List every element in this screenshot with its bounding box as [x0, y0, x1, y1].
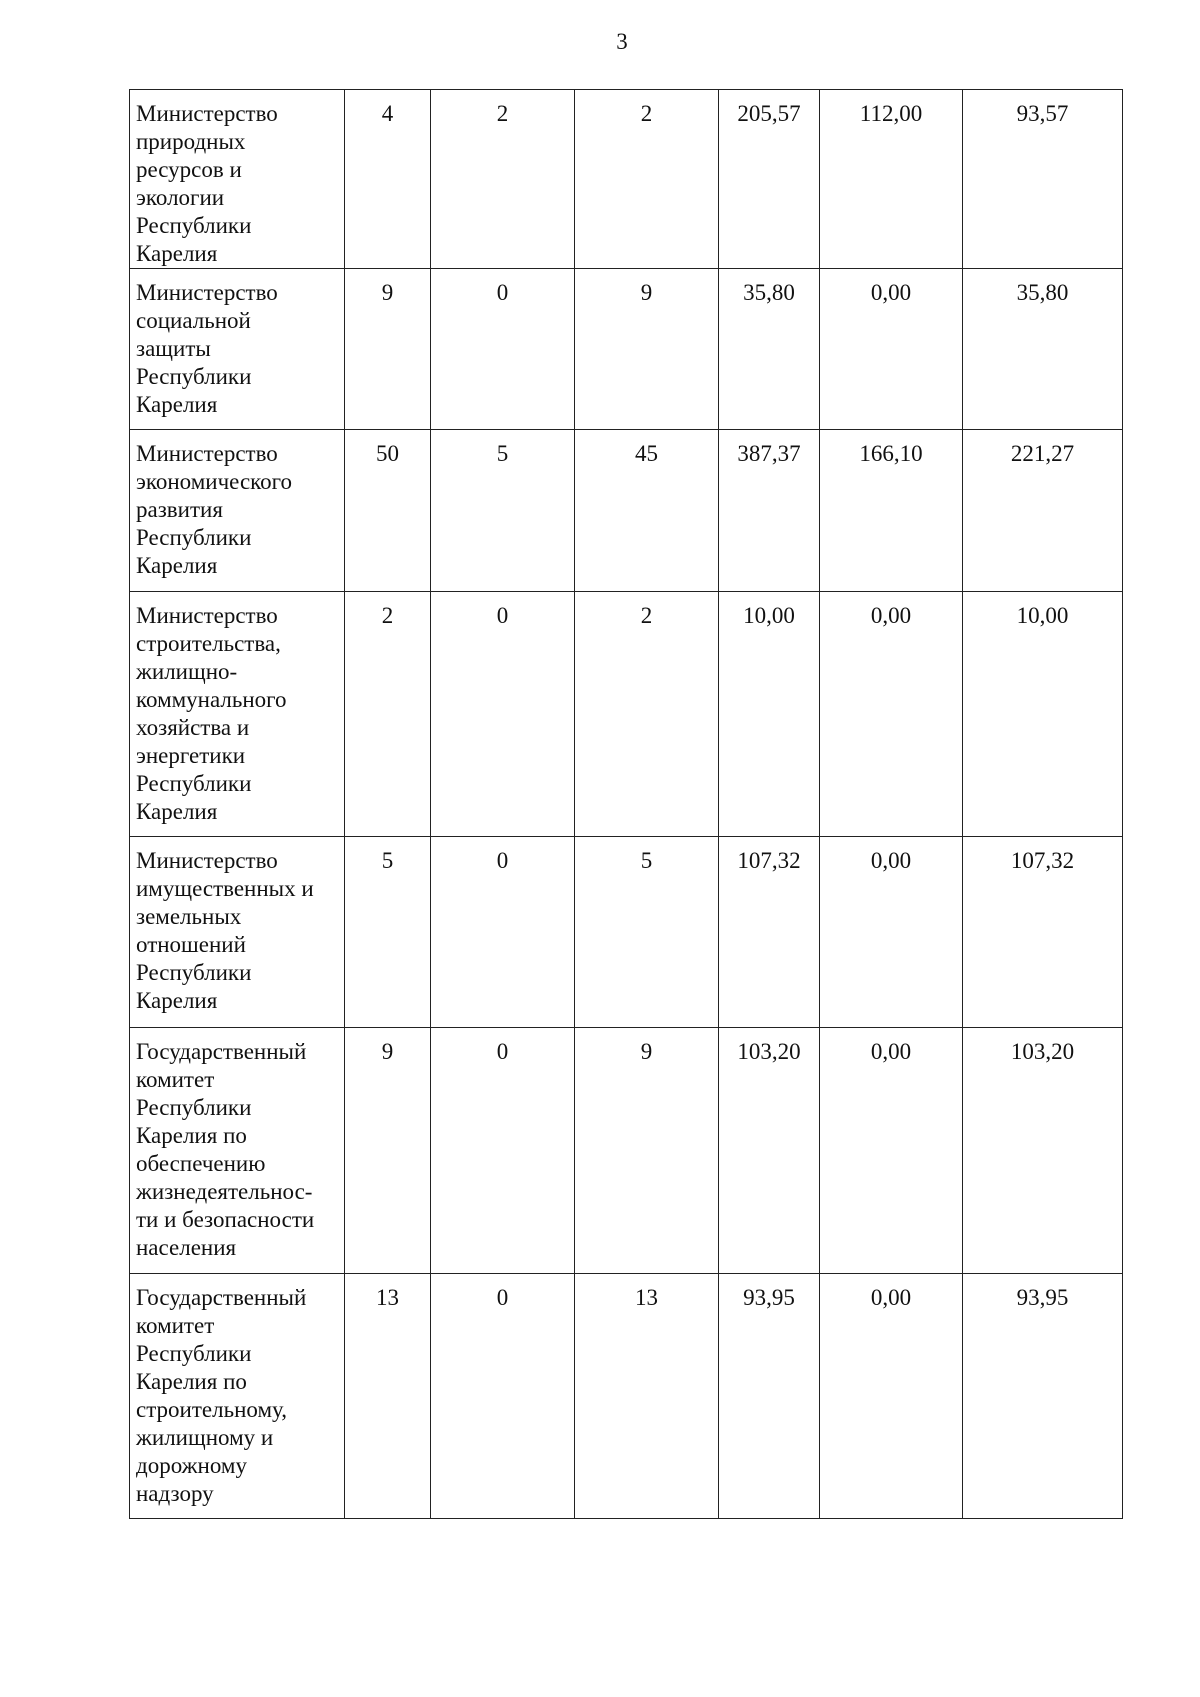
- table-cell: 0: [431, 1274, 575, 1519]
- table-cell: 4: [345, 90, 431, 269]
- table-cell: 0,00: [820, 837, 963, 1028]
- organization-name: Государственный комитет Республики Карелия по обеспечению жизнедеятельнос- ти и безопасности населения: [130, 1028, 345, 1274]
- table-cell: 107,32: [719, 837, 820, 1028]
- table-cell: 0,00: [820, 269, 963, 430]
- table-cell: 0: [431, 837, 575, 1028]
- table-cell: 2: [431, 90, 575, 269]
- table-cell: 103,20: [963, 1028, 1123, 1274]
- organization-name: Министерство строительства, жилищно- коммунального хозяйства и энергетики Республики Карелия: [130, 592, 345, 837]
- table-cell: 10,00: [963, 592, 1123, 837]
- table-cell: 221,27: [963, 430, 1123, 592]
- organization-name: Министерство социальной защиты Республики Карелия: [130, 269, 345, 430]
- data-table: [129, 89, 1123, 1519]
- page-number: 3: [616, 29, 628, 54]
- table-cell: 107,32: [963, 837, 1123, 1028]
- table-cell: 10,00: [719, 592, 820, 837]
- table-row: [130, 269, 1123, 430]
- table-cell: 2: [345, 592, 431, 837]
- table-cell: 5: [431, 430, 575, 592]
- table-cell: 93,57: [963, 90, 1123, 269]
- organization-name: Министерство природных ресурсов и экологии Республики Карелия: [130, 90, 345, 269]
- table-row: [130, 592, 1123, 837]
- organization-name: Министерство имущественных и земельных отношений Республики Карелия: [130, 837, 345, 1028]
- table-cell: 13: [345, 1274, 431, 1519]
- table-cell: 112,00: [820, 90, 963, 269]
- table-cell: 9: [345, 1028, 431, 1274]
- table-cell: 205,57: [719, 90, 820, 269]
- table-cell: 93,95: [963, 1274, 1123, 1519]
- table-cell: 5: [575, 837, 719, 1028]
- table-row: [130, 837, 1123, 1028]
- table-cell: 9: [575, 1028, 719, 1274]
- table-cell: 2: [575, 592, 719, 837]
- table-cell: 9: [345, 269, 431, 430]
- table-cell: 5: [345, 837, 431, 1028]
- table-cell: 35,80: [963, 269, 1123, 430]
- organization-name: Министерство экономического развития Республики Карелия: [130, 430, 345, 592]
- table-cell: 50: [345, 430, 431, 592]
- table-cell: 103,20: [719, 1028, 820, 1274]
- table-cell: 0: [431, 1028, 575, 1274]
- table-cell: 166,10: [820, 430, 963, 592]
- table-row: [130, 430, 1123, 592]
- table-row: [130, 1028, 1123, 1274]
- organization-name: Государственный комитет Республики Карелия по строительному, жилищному и дорожному надзору: [130, 1274, 345, 1519]
- table-cell: 0,00: [820, 1028, 963, 1274]
- table-cell: 45: [575, 430, 719, 592]
- table-cell: 35,80: [719, 269, 820, 430]
- table-cell: 93,95: [719, 1274, 820, 1519]
- table-cell: 387,37: [719, 430, 820, 592]
- table-row: [130, 1274, 1123, 1519]
- table-cell: 9: [575, 269, 719, 430]
- table-cell: 0,00: [820, 1274, 963, 1519]
- table-cell: 0,00: [820, 592, 963, 837]
- table-row: [130, 90, 1123, 269]
- table-cell: 0: [431, 269, 575, 430]
- table-cell: 13: [575, 1274, 719, 1519]
- table-cell: 0: [431, 592, 575, 837]
- table-cell: 2: [575, 90, 719, 269]
